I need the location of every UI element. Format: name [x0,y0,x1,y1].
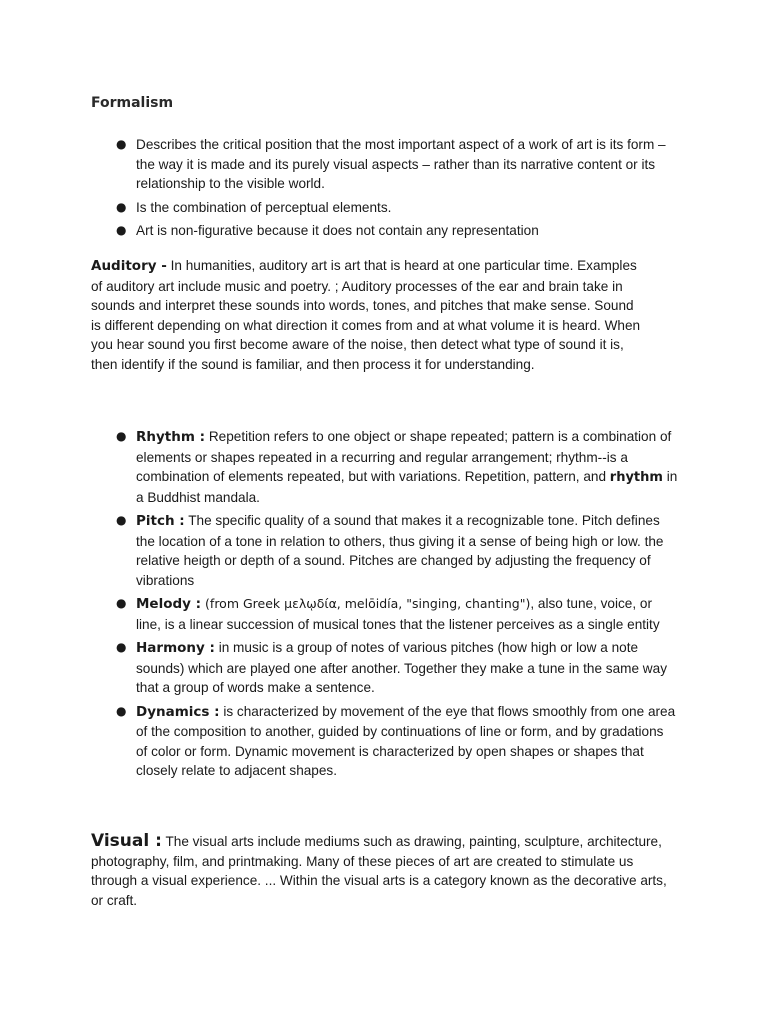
bullet-icon: ● [116,223,127,237]
formalism-item-text: Art is non-figurative because it does not contain any representation [136,223,539,238]
formalism-heading: Formalism [91,95,174,111]
list-item [116,221,676,241]
harmony-label: Harmony : [136,640,215,656]
auditory-text: In humanities, auditory art is art that is heard at one particular time. Examples of auditory art include music and poetry. ; Auditory processes of the ear and brain take in sounds and interpret these sounds into words, tones, and pitches that make sense. Sound is different depending on what direction it comes from and at what volume it is heard. When you hear sound you first become aware of the noise, then detect what type of sound it is, then identify if the sound is familiar, and then process it for understanding. [91,258,641,372]
bullet-icon: ● [116,137,127,151]
visual-paragraph [91,832,671,910]
list-item-melody [116,594,678,634]
list-item-pitch [116,511,678,590]
bullet-icon: ● [116,199,127,214]
melody-text: , also tune, voice, or line, is a linear succession of musical tones that the listener perceives as a single entity [136,596,660,632]
auditory-paragraph [91,256,646,374]
visual-text: The visual arts include mediums such as drawing, painting, sculpture, architecture, photography, film, and printmaking. Many of these pieces of art are created to stimulate us through a visual experience. ... Within the visual arts is a category known as the decorative arts, or craft. [91,834,667,908]
rhythm-text-after: in a Buddhist mandala. [136,469,678,505]
harmony-text: in music is a group of notes of various pitches (how high or low a note sounds) which are played one after another. Together they make a tune in the same way that a group of words make a sentence. [136,640,667,695]
bullet-icon: ● [116,640,127,654]
formalism-list [116,135,676,241]
formalism-item-text: Describes the critical position that the most important aspect of a work of art is its form – the way it is made and its purely visual aspects – rather than its narrative content or its relationship to the visible world. [136,137,666,191]
melody-greek-text: (from Greek μελῳδία, melōidía, "singing, chanting") [201,596,531,611]
visual-label: Visual : [91,831,162,851]
bullet-icon: ● [116,513,127,527]
rhythm-bold-word: rhythm [609,470,663,485]
dynamics-text: is characterized by movement of the eye that flows smoothly from one area of the composition to another, guided by continuations of line or form, and by gradations of color or form. Dynamic movement is characterized by open shapes or shapes that closely relate to adjacent shapes. [136,703,676,778]
auditory-label: Auditory - [91,258,167,274]
list-item [116,135,676,194]
formalism-item-text: Is the combination of perceptual elements. [136,199,392,215]
pitch-label: Pitch : [136,513,185,529]
rhythm-label: Rhythm : [136,429,206,445]
bullet-icon: ● [116,596,127,610]
pitch-text: The specific quality of a sound that makes it a recognizable tone. Pitch defines the location of a tone in relation to others, thus giving it a sense of being high or low. the relative heigth or depth of a sound. Pitches are changed by adjusting the frequency of vibrations [136,513,664,588]
elements-list [116,427,678,781]
bullet-icon: ● [116,703,127,718]
melody-label: Melody : [136,596,202,612]
list-item [116,198,676,218]
rhythm-text: Repetition refers to one object or shape repeated; pattern is a combination of elements or shapes repeated in a recurring and regular arrangement; rhythm--is a combination of elements repeated, but with variations. Repetition, pattern, and [136,429,672,484]
bullet-icon: ● [116,429,127,443]
dynamics-label: Dynamics : [136,703,220,720]
list-item-dynamics [116,702,678,781]
list-item-rhythm [116,427,678,507]
list-item-harmony [116,638,678,698]
